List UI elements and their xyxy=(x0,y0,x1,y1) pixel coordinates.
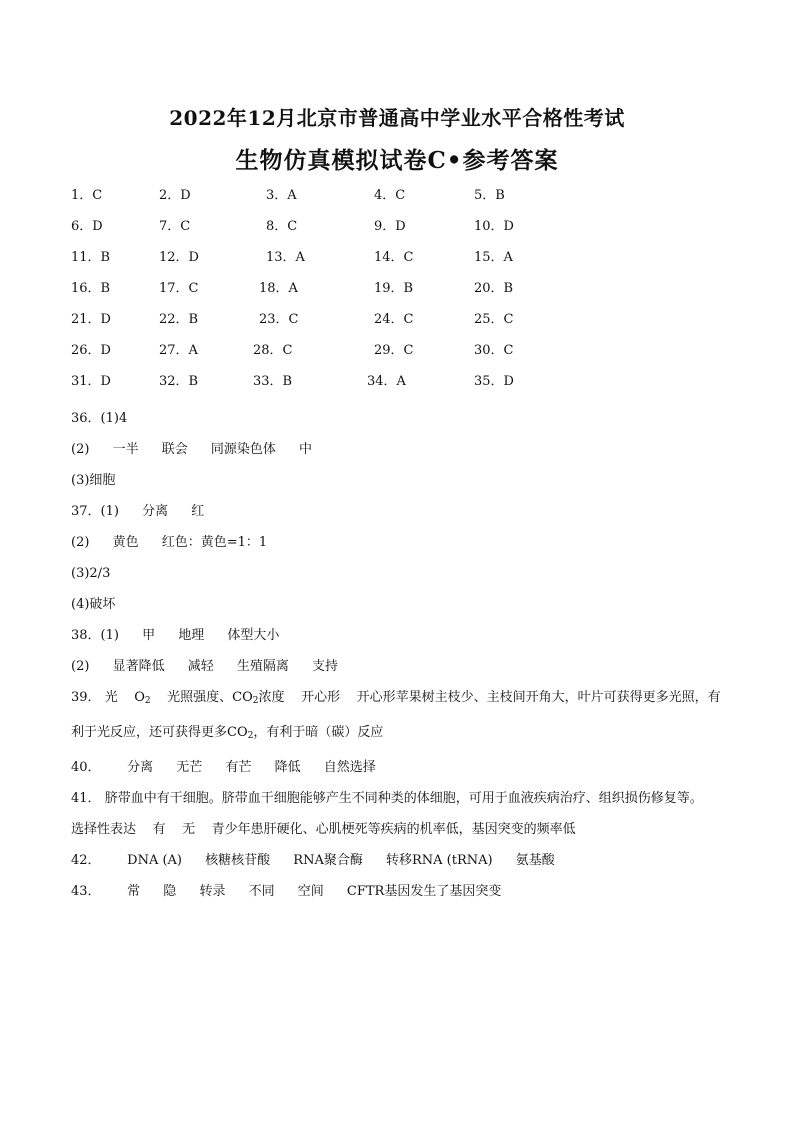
answer-part: 同源染色体 xyxy=(210,442,276,457)
q37-part4: (4)破坏 xyxy=(71,597,116,612)
answer-part: 一半 xyxy=(112,442,139,457)
answer-part: (2) xyxy=(71,442,90,457)
q40-answer xyxy=(71,752,731,783)
answer-part: CFTR基因发生了基因突变 xyxy=(346,884,502,899)
answer-part: 甲 xyxy=(142,628,156,643)
q37-part3: (3)2/3 xyxy=(71,566,111,581)
answer-item: 29．C xyxy=(374,343,414,358)
q42-answer xyxy=(71,845,731,876)
answer-item: 23．C xyxy=(259,312,299,327)
answer-part: 转移RNA (tRNA) xyxy=(386,853,493,868)
answer-row xyxy=(71,277,731,308)
answer-item: 26．D xyxy=(71,343,111,358)
answer-item: 33．B xyxy=(253,374,293,389)
answer-part: (2) xyxy=(71,659,90,674)
answer-part: 地理 xyxy=(178,628,205,643)
answer-item: 27．A xyxy=(159,343,198,358)
answer-part: 红色：黄色=1：1 xyxy=(161,535,268,550)
answer-part: 常 xyxy=(127,884,141,899)
answer-item: 1．C xyxy=(71,188,103,203)
answer-item: 2．D xyxy=(159,188,191,203)
answer-item: 25．C xyxy=(474,312,514,327)
exam-title: 2022年12月北京市普通高中学业水平合格性考试 xyxy=(169,106,625,130)
answer-item: 19．B xyxy=(374,281,414,296)
answer-part: 无 xyxy=(182,822,196,837)
answer-part: 联会 xyxy=(161,442,188,457)
answer-part: 减轻 xyxy=(187,659,214,674)
answer-part: 无芒 xyxy=(176,760,203,775)
answer-part: 红 xyxy=(191,504,205,519)
answer-item: 13．A xyxy=(266,250,305,265)
subscript: 2 xyxy=(252,696,259,706)
answer-part: 空间 xyxy=(297,884,324,899)
answer-row xyxy=(71,339,731,370)
answer-part: 浓度 xyxy=(258,690,285,705)
answer-item: 22．B xyxy=(159,312,199,327)
answer-item: 21．D xyxy=(71,312,111,327)
answer-item: 12．D xyxy=(159,250,199,265)
answer-item: 8．C xyxy=(266,219,298,234)
q36-part1: 36．(1)4 xyxy=(71,411,128,426)
answer-part: 分离 xyxy=(142,504,169,519)
answer-part: 有芒 xyxy=(225,760,252,775)
q37-part1 xyxy=(71,496,731,527)
answer-item: 14．C xyxy=(374,250,414,265)
q41-answer xyxy=(71,783,721,845)
answer-part: 选择性表达 xyxy=(71,822,137,837)
answer-part: 显著降低 xyxy=(112,659,165,674)
answer-part: 转录 xyxy=(199,884,226,899)
answer-key-title: 生物仿真模拟试卷C•参考答案 xyxy=(235,147,559,174)
answer-part: DNA (A) xyxy=(127,853,182,868)
q38-part2 xyxy=(71,651,731,682)
answer-part: (2) xyxy=(71,535,90,550)
answer-row xyxy=(71,308,731,339)
answer-part: 黄色 xyxy=(112,535,139,550)
answer-item: 11．B xyxy=(71,250,111,265)
answer-row xyxy=(71,246,731,277)
answer-item: 7．C xyxy=(159,219,191,234)
answer-item: 35．D xyxy=(474,374,514,389)
subscript: 2 xyxy=(144,696,151,706)
subscript: 2 xyxy=(247,731,254,741)
answer-item: 32．B xyxy=(159,374,199,389)
answer-part: 脐带血中有干细胞。脐带血干细胞能够产生不同种类的体细胞，可用于血液疾病治疗、组织损伤修复等。 xyxy=(104,791,703,806)
answer-item: 31．D xyxy=(71,374,111,389)
answer-part: 开心形苹果树主枝少、主枝间开角大，叶片可获得更多光照，有利于光反应，还可获得更多CO xyxy=(71,690,721,740)
answer-item: 9．D xyxy=(374,219,406,234)
answer-item: 28．C xyxy=(253,343,293,358)
answer-part: RNA聚合酶 xyxy=(293,853,363,868)
q39-answer xyxy=(71,682,721,752)
answer-item: 6．D xyxy=(71,219,103,234)
answer-part: 光照强度、CO xyxy=(167,690,253,705)
answer-part: 生殖隔离 xyxy=(236,659,289,674)
question-number: 39． xyxy=(71,690,101,705)
answer-part: O xyxy=(134,690,145,705)
answer-item: 17．C xyxy=(159,281,199,296)
answer-part: 不同 xyxy=(248,884,275,899)
answer-item: 15．A xyxy=(474,250,513,265)
answer-part: 有 xyxy=(152,822,166,837)
answer-item: 24．C xyxy=(374,312,414,327)
answer-item: 18．A xyxy=(259,281,298,296)
answer-part: 核糖核苷酸 xyxy=(205,853,271,868)
question-number: 43． xyxy=(71,884,101,899)
answer-part: 自然选择 xyxy=(323,760,376,775)
multiple-choice-answers xyxy=(71,184,731,401)
answer-part: 隐 xyxy=(163,884,177,899)
answer-part: 支持 xyxy=(312,659,339,674)
answer-part: 氨基酸 xyxy=(515,853,555,868)
answer-part: 体型大小 xyxy=(227,628,280,643)
question-number: 42． xyxy=(71,853,101,868)
question-number: 41． xyxy=(71,791,101,806)
answer-item: 10．D xyxy=(474,219,514,234)
answer-item: 4．C xyxy=(374,188,406,203)
answer-part: 降低 xyxy=(274,760,301,775)
q43-answer xyxy=(71,876,731,907)
answer-row xyxy=(71,184,731,215)
question-number: 40． xyxy=(71,760,101,775)
answer-part: 中 xyxy=(299,442,313,457)
answer-part: 青少年患肝硬化、心肌梗死等疾病的机率低，基因突变的频率低 xyxy=(211,822,576,837)
answer-item: 5．B xyxy=(474,188,505,203)
answer-row xyxy=(71,215,731,246)
answer-row xyxy=(71,370,731,401)
q36-part2 xyxy=(71,434,731,465)
answer-part: 37．(1) xyxy=(71,504,119,519)
answer-part: 开心形 xyxy=(301,690,341,705)
answer-item: 16．B xyxy=(71,281,111,296)
answer-part: ，有利于暗（碳）反应 xyxy=(253,725,384,740)
answer-part: 光 xyxy=(104,690,118,705)
written-answers xyxy=(71,403,731,907)
answer-item: 34．A xyxy=(367,374,406,389)
answer-item: 20．B xyxy=(474,281,514,296)
answer-item: 3．A xyxy=(266,188,297,203)
q37-part2 xyxy=(71,527,731,558)
answer-part: 38．(1) xyxy=(71,628,119,643)
answer-part: 分离 xyxy=(127,760,154,775)
q38-part1 xyxy=(71,620,731,651)
answer-item: 30．C xyxy=(474,343,514,358)
q36-part3: (3)细胞 xyxy=(71,473,116,488)
